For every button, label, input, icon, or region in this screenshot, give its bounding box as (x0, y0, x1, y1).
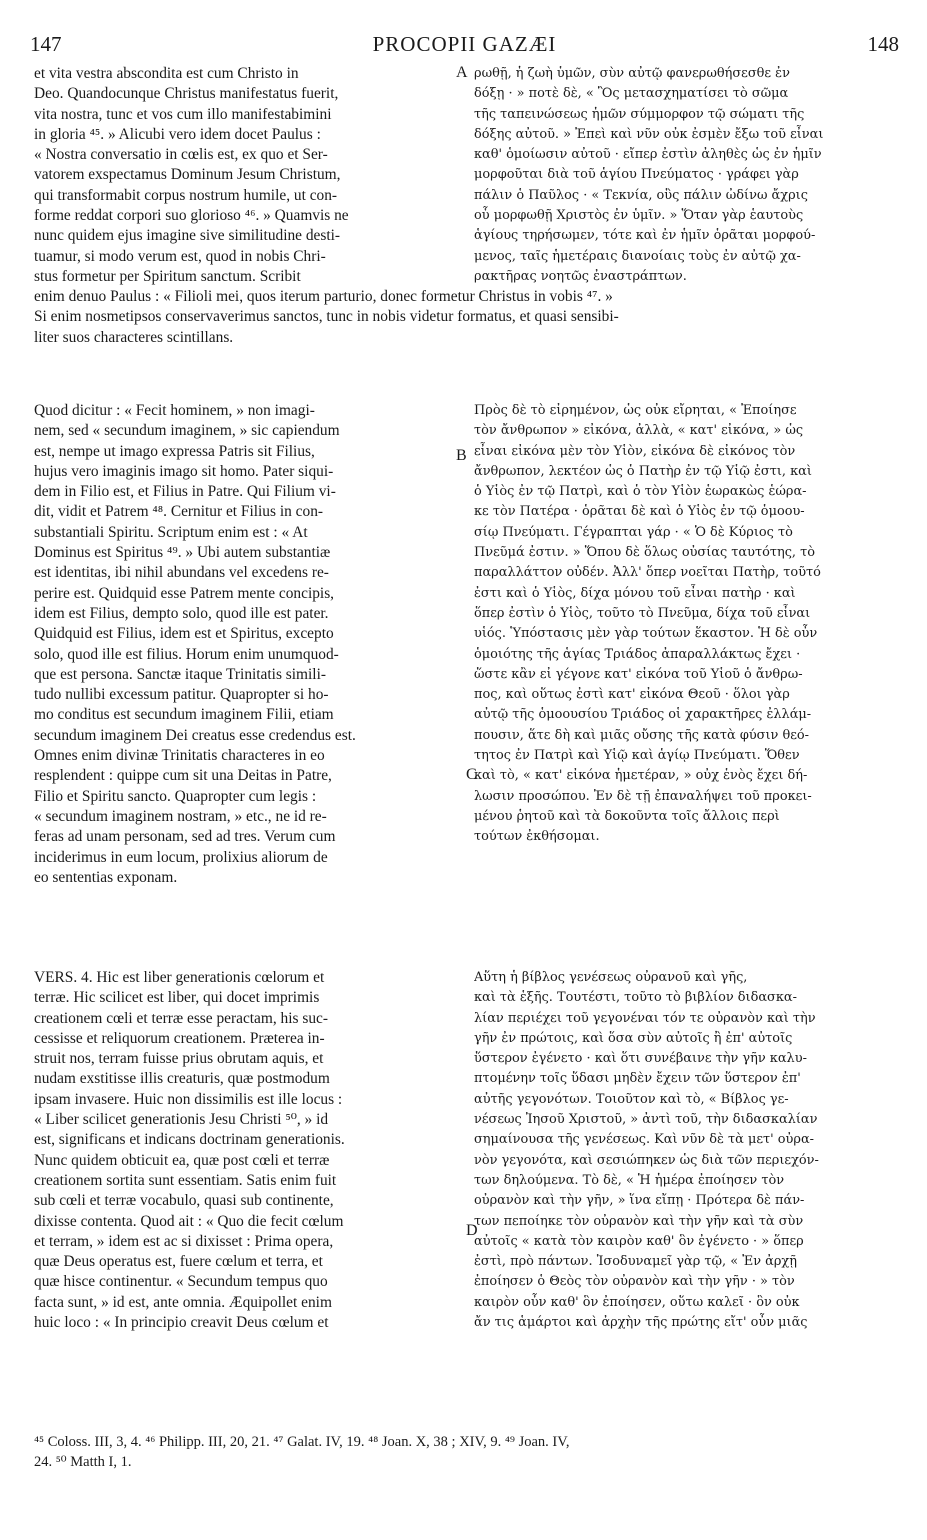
running-title: PROCOPII GAZÆI (372, 32, 557, 56)
latin-line: et terram, » idem est ac si dixisset : Prima opera, (34, 1232, 334, 1250)
greek-line: ὥστε κἂν εἰ γέγονε κατ' εἰκόνα τοῦ Υἱοῦ ὁ ἄνθρω- (474, 666, 803, 682)
latin-line: vatorem exspectamus Dominum Jesum Christum, (34, 166, 341, 184)
latin-line: creationem cœli et terræ esse peractam, his suc- (34, 1009, 329, 1027)
latin-line: solo, quod ille est filius. Horum enim unumquod- (34, 645, 339, 663)
greek-line: αὐτοῖς « κατὰ τὸν καιρὸν καθ' ὃν ἐγένετο · » ὅπερ (474, 1233, 804, 1249)
greek-line: δόξῃ · » ποτὲ δὲ, « Ὃς μετασχηματίσει τὸ σῶμα (474, 86, 789, 102)
latin-line: vita nostra, tunc et vos cum illo manifestabimini (34, 105, 332, 123)
latin-line: creationem sortita sunt essentiam. Satis enim fuit (34, 1171, 337, 1189)
greek-line: δόξης αὐτοῦ. » Ἐπεὶ καὶ νῦν οὐκ ἐσμὲν ἔξω τοῦ εἶναι (474, 126, 824, 142)
latin-line: facta sunt, » id est, ante omnia. Æquipollet enim (34, 1293, 332, 1311)
footnotes (34, 1432, 906, 1473)
latin-line: inciderimus in eum locum, prolixius aliorum de (34, 848, 328, 866)
greek-line: αὐτῆς γεγονότων. Τοιοῦτον καὶ τὸ, « Βίβλος γε- (474, 1091, 789, 1107)
latin-line: hujus vero imaginis imago sit homo. Pater siqui- (34, 462, 334, 480)
greek-line: λωσιν προσώπου. Ἐν δὲ τῇ ἐπαναλήψει τοῦ προκει- (474, 788, 812, 804)
greek-line: ὁ Υἱὸς ἐν τῷ Πατρὶ, καὶ ὁ τὸν Υἱὸν ἑωρακὼς ἑώρα- (474, 484, 807, 500)
greek-line: σίῳ Πνεύματι. Γέγραπται γάρ · « Ὁ δὲ Κύριος τὸ (474, 524, 793, 540)
latin-line: mo conditus est secundum imaginem Filii, etiam (34, 706, 334, 724)
footnote-line: ⁴⁵ Coloss. III, 3, 4. ⁴⁶ Philipp. III, 20, 21. ⁴⁷ Galat. IV, 19. ⁴⁸ Joan. X, 38 ; XIV, 9. ⁴⁹ Joan. IV, (34, 1434, 570, 1450)
latin-line: cessisse et reliquorum creationem. Præterea in- (34, 1029, 325, 1047)
greek-line: ὕστερον ἐγένετο · καὶ ὅτι συνέβαινε τὴν γῆν καλυ- (474, 1051, 807, 1067)
greek-line: οὗ μορφωθῇ Χριστὸς ἐν ὑμῖν. » Ὅταν γὰρ ἑαυτοὺς (474, 208, 804, 224)
latin-line: est identitas, ibi nihil abundans vel excedens re- (34, 564, 329, 582)
full-width-continuation (34, 287, 906, 348)
greek-line: μορφοῦται διὰ τοῦ ἁγίου Πνεύματος · γράφει γὰρ (474, 167, 799, 183)
latin-column-section-2 (34, 401, 458, 888)
greek-line: των δηλούμενα. Τὸ δὲ, « Ἡ ἡμέρα ἐποίησεν τὸν (474, 1172, 785, 1188)
greek-column-section-1 (474, 64, 906, 287)
latin-column-section-3 (34, 968, 458, 1333)
latin-line: secundum imaginem Dei creatus esse credendus est. (34, 726, 356, 744)
latin-line: quæ hisce continentur. « Secundum tempus quo (34, 1273, 328, 1291)
latin-line: stus formetur per Spiritum sanctum. Scribit (34, 267, 301, 285)
greek-line: ἄνθρωπον, λεκτέον ὡς ὁ Πατὴρ ἐν τῷ Υἱῷ ἐστι, καὶ (474, 463, 812, 479)
latin-line: feras ad unam personam, sed ad tres. Verum cum (34, 828, 336, 846)
greek-line: Πνεῦμά ἐστιν. » Ὅπου δὲ ὅλως οὐσίας ταυτότης, τὸ (474, 545, 816, 561)
greek-line: τῆς ταπεινώσεως ἡμῶν σύμμορφον τῷ σώματι τῆς (474, 106, 805, 122)
latin-line: dit, vidit et Patrem ⁴⁸. Cernitur et Filius in con- (34, 503, 324, 521)
latin-line: Nunc quidem obticuit ea, quæ post cœli et terræ (34, 1151, 330, 1169)
greek-line: τητος ἐν Πατρὶ καὶ Υἱῷ καὶ ἁγίῳ Πνεύματι. Ὅθεν (474, 748, 800, 764)
greek-line: πάλιν ὁ Παῦλος · « Τεκνία, οὓς πάλιν ὠδίνω ἄχρις (474, 187, 808, 203)
latin-line: tuamur, si modo verum est, quod in nobis Chri- (34, 247, 326, 265)
greek-line: ἐστι καὶ ὁ Υἱὸς, δίχα μόνου τοῦ εἶναι πατὴρ · καὶ (474, 585, 796, 601)
latin-line: Quod dicitur : « Fecit hominem, » non imagi- (34, 402, 315, 419)
latin-line: tudo nullibi excessum patitur. Quapropter si ho- (34, 686, 329, 704)
greek-line: τὸν ἄνθρωπον » εἰκόνα, ἀλλὰ, « κατ' εἰκόνα, » ὡς (474, 423, 804, 439)
greek-column-section-3 (474, 968, 906, 1333)
greek-line: τούτων ἐκθήσομαι. (474, 829, 600, 845)
latin-line: Quidquid est Filius, idem est et Spiritus, excepto (34, 625, 334, 643)
greek-line: ἐποίησεν ὁ Θεὸς τὸν οὐρανὸν καὶ τὴν γῆν · » τὸν (474, 1274, 795, 1290)
greek-line: καὶ τὸ, « κατ' εἰκόνα ἡμετέραν, » οὐχ ἑνὸς ἔχει δή- (474, 768, 808, 784)
latin-line: quæ Deus operatus est, fuere cœlum et terra, et (34, 1253, 323, 1271)
left-page-number: 147 (30, 32, 62, 56)
latin-line: forme reddat corpori suo glorioso ⁴⁶. » Quamvis ne (34, 207, 349, 225)
latin-line: « secundum imaginem nostram, » etc., ne id re- (34, 807, 327, 825)
greek-line: εἶναι εἰκόνα μὲν τὸν Υἱὸν, εἰκόνα δὲ εἰκόνος τὸν (474, 443, 796, 459)
greek-line: ρακτῆρας νοητῶς ἐναστράπτων. (474, 268, 687, 284)
full-width-line: Si enim nosmetipsos conservaverimus sanctos, tunc in nobis videtur formatus, et quasi sensibi- (34, 308, 619, 326)
greek-line: ὁμοιότης τῆς ἁγίας Τριάδος ἀπαραλλάκτως ἔχει · (474, 646, 801, 662)
latin-line: « Nostra conversatio in cœlis est, ex quo et Ser- (34, 146, 328, 164)
greek-line: μένου ῥητοῦ καὶ τὰ δοκοῦντα τοῖς ἄλλοις περὶ (474, 808, 780, 824)
latin-line: ipsam invasere. Huic non dissimilis est ille locus : (34, 1090, 343, 1108)
running-header (30, 32, 899, 58)
latin-line: est, significans et indicans doctrinam generationis. (34, 1131, 345, 1149)
greek-line: των πεποίηκε τὸν οὐρανὸν καὶ τὴν γῆν καὶ τὰ σὺν (474, 1213, 804, 1229)
greek-line: πουσιν, ἅτε δὴ καὶ μιᾶς οὔσης τῆς κατὰ φύσιν θεό- (474, 727, 810, 743)
latin-line: terræ. Hic scilicet est liber, qui docet imprimis (34, 989, 320, 1007)
latin-line: Deo. Quandocunque Christus manifestatus fuerit, (34, 85, 339, 103)
greek-line: ἄν τις ἁμάρτοι καὶ ἀρχὴν τῆς πρώτης εἴτ' οὖν μιᾶς (474, 1315, 808, 1331)
greek-line: νέσεως Ἰησοῦ Χριστοῦ, » ἀντὶ τοῦ, τὴν διδασκαλίαν (474, 1112, 818, 1128)
latin-line: nem, sed « secundum imaginem, » sic capiendum (34, 422, 340, 440)
greek-line: παραλλάττον οὐδέν. Ἀλλ' ὅπερ νοεῖται Πατὴρ, τοῦτό (474, 565, 821, 581)
latin-line: « Liber scilicet generationis Jesu Christi ⁵⁰, » id (34, 1111, 329, 1129)
latin-line: nudam exstitisse illis creaturis, quæ postmodum (34, 1070, 330, 1088)
greek-line: νὸν γεγονότα, καὶ σεσιώπηκεν ὡς διὰ τῶν περιεχόν- (474, 1152, 819, 1168)
footnote-line: 24. ⁵⁰ Matth I, 1. (34, 1454, 132, 1471)
greek-line: λίαν περιέχει τοῦ γεγονέναι τόν τε οὐρανὸν καὶ τὴν (474, 1010, 816, 1026)
margin-letter-d: D (466, 1222, 478, 1239)
latin-line: VERS. 4. Hic est liber generationis cœlorum et (34, 969, 325, 986)
latin-line: est, nempe ut imago expressa Patris sit Filius, (34, 442, 315, 460)
latin-line: dixisse contenta. Quod ait : « Quo die fecit cœlum (34, 1212, 344, 1230)
right-page-number: 148 (867, 32, 899, 56)
greek-line: ὅπερ ἐστὶν ὁ Υἱὸς, τοῦτο τὸ Πνεῦμα, δίχα τοῦ εἶναι (474, 605, 811, 621)
latin-line: et vita vestra abscondita est cum Christo in (34, 65, 299, 82)
latin-line: sub cœli et terræ vocabulo, quasi sub continente, (34, 1192, 334, 1210)
latin-line: eo sententias exponam. (34, 868, 178, 886)
full-width-line: enim denuo Paulus : « Filioli mei, quos iterum parturio, donec formetur Christus in vobis ⁴⁷. » (34, 288, 613, 305)
greek-line: ρωθῇ, ἡ ζωὴ ὑμῶν, σὺν αὐτῷ φανερωθήσεσθε ἐν (474, 66, 790, 81)
latin-line: Filio et Spiritu sancto. Quapropter cum legis : (34, 787, 317, 805)
latin-line: in gloria ⁴⁵. » Alicubi vero idem docet Paulus : (34, 125, 321, 143)
latin-line: que est persona. Sanctæ itaque Trinitatis simili- (34, 665, 326, 683)
greek-line: καθ' ὁμοίωσιν αὐτοῦ · εἴπερ ἐστὶν ἀληθὲς ὡς ἐν ἡμῖν (474, 147, 822, 163)
latin-line: idem est Filius, dempto solo, quod ille est pater. (34, 604, 329, 622)
margin-letter-c: C (466, 766, 477, 783)
greek-line: πος, καὶ οὕτως ἐστὶ κατ' εἰκόνα Θεοῦ · ὅλοι γὰρ (474, 687, 790, 703)
greek-line: καιρὸν οὖν καθ' ὃν ἐποίησεν, οὕτω καλεῖ · ὃν οὐκ (474, 1294, 800, 1310)
greek-line: αὐτῷ τῆς ὁμοουσίου Τριάδος οἱ χαρακτῆρες ἐλλάμ- (474, 707, 812, 723)
greek-column-section-2 (474, 401, 906, 848)
latin-line: dem in Filio est, et Filius in Patre. Qui Filium vi- (34, 483, 336, 501)
latin-column-section-1 (34, 64, 458, 287)
greek-line: καὶ τὰ ἑξῆς. Τουτέστι, τοῦτο τὸ βιβλίον διδασκα- (474, 990, 797, 1006)
greek-line: μενος, ταῖς ἡμετέραις διανοίαις τοὺς ἐν αὐτῷ χα- (474, 248, 801, 264)
greek-line: ἁγίους τηρήσωμεν, τότε καὶ ἐν ἡμῖν ὁρᾶται μορφού- (474, 228, 816, 244)
latin-line: Dominus est Spiritus ⁴⁹. » Ubi autem substantiæ (34, 544, 331, 562)
full-width-line: liter suos characteres scintillans. (34, 328, 234, 346)
margin-letter-a: A (456, 64, 468, 81)
latin-line: perire est. Quidquid esse Patrem mente concipis, (34, 584, 335, 602)
latin-line: nunc quidem ejus imagine sive similitudine desti- (34, 227, 341, 245)
latin-line: substantiali Spiritu. Scriptum enim est : « At (34, 523, 308, 541)
greek-line: πτομένην τοῖς ὕδασι μηδὲν ἔχειν τῶν ὕστερον ἐπ' (474, 1071, 801, 1087)
greek-line: Αὕτη ἡ βίβλος γενέσεως οὐρανοῦ καὶ γῆς, (474, 970, 748, 985)
latin-line: qui transformabit corpus nostrum humile, ut con- (34, 186, 338, 204)
greek-line: οὐρανὸν καὶ τὴν γῆν, » ἵνα εἴπῃ · Πρότερα δὲ πάν- (474, 1193, 805, 1209)
latin-line: resplendent : quippe cum sit una Deitas in Patre, (34, 767, 332, 785)
margin-letter-b: B (456, 447, 467, 464)
greek-line: κε τὸν Πατέρα · ὁρᾶται δὲ καὶ ὁ Υἱὸς ἐν τῷ ὁμοου- (474, 504, 805, 520)
greek-line: Πρὸς δὲ τὸ εἰρημένον, ὡς οὐκ εἴρηται, « Ἐποίησε (474, 403, 797, 418)
latin-line: huic loco : « In principio creavit Deus cœlum et (34, 1314, 329, 1332)
greek-line: γῆν ἐν πρώτοις, καὶ ὅσα σὺν αὐτοῖς ἢ ἐπ' αὐτοῖς (474, 1030, 793, 1046)
latin-line: Omnes enim divinæ Trinitatis characteres in eo (34, 747, 325, 765)
greek-line: υἱός. Ὑπόστασις μὲν γὰρ τούτων ἕκαστον. Ἡ δὲ οὖν (474, 626, 818, 642)
greek-line: σημαίνουσα τῆς γενέσεως. Καὶ νῦν δὲ τὰ μετ' οὐρα- (474, 1132, 815, 1148)
latin-line: struit nos, terram fuisse prius obrutam aquis, et (34, 1050, 324, 1068)
greek-line: ἐστὶ, πρὸ πάντων. Ἰσοδυναμεῖ γὰρ τῷ, « Ἐν ἀρχῇ (474, 1254, 797, 1270)
